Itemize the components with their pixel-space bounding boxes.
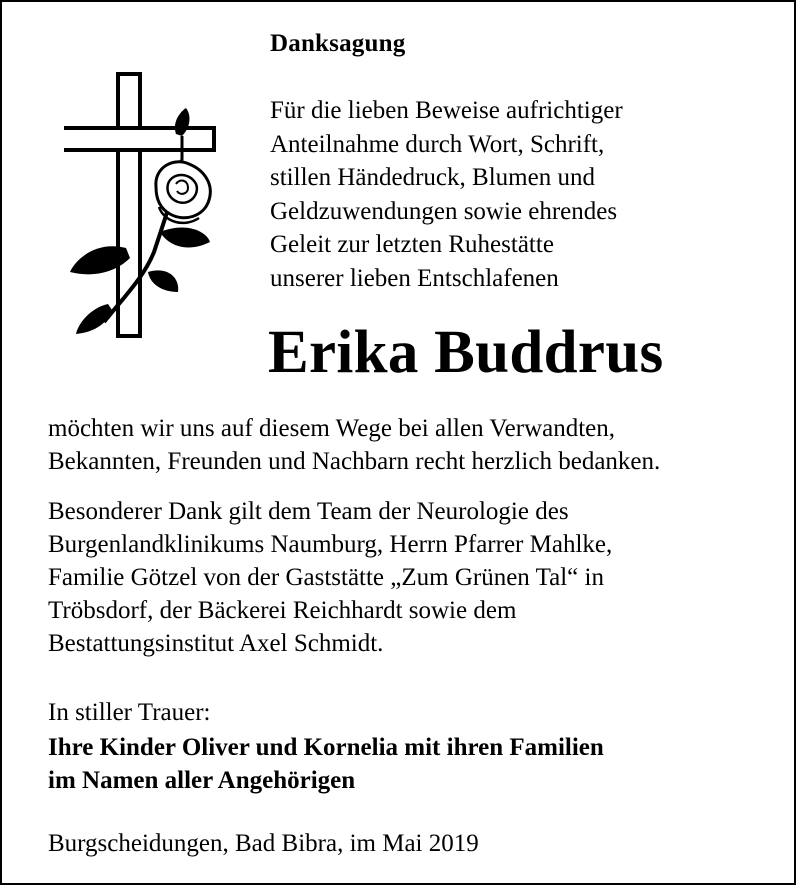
thanks-line: möchten wir uns auf diesem Wege bei allen Verwandten, — [48, 415, 616, 442]
special-thanks-line: Tröbsdorf, der Bäckerei Reichhardt sowie dem — [48, 597, 517, 624]
special-thanks-line: Besonderer Dank gilt dem Team der Neurologie des — [48, 498, 569, 525]
thanks-paragraph — [48, 412, 778, 478]
intro-line: Geldzuwendungen sowie ehrendes — [270, 197, 618, 225]
place-date: Burgscheidungen, Bad Bibra, im Mai 2019 — [48, 830, 479, 857]
special-thanks-line: Bestattungsinstitut Axel Schmidt. — [48, 630, 384, 657]
intro-line: stillen Händedruck, Blumen und — [270, 164, 595, 191]
special-thanks-paragraph — [48, 495, 778, 660]
intro-line: Für die lieben Beweise aufrichtiger — [270, 97, 623, 124]
intro-line: unserer lieben Entschlafenen — [270, 264, 559, 292]
intro-line: Anteilnahme durch Wort, Schrift, — [270, 130, 605, 158]
notice-title: Danksagung — [270, 30, 406, 57]
signature — [48, 731, 604, 797]
cross-with-rose-icon — [64, 72, 224, 342]
special-thanks-line: Burgenlandklinikums Naumburg, Herrn Pfarrer Mahlke, — [48, 531, 613, 558]
intro-text — [270, 94, 770, 295]
signature-line: Ihre Kinder Oliver und Kornelia mit ihren Familien — [48, 734, 604, 761]
thanks-line: Bekannten, Freunden und Nachbarn recht herzlich bedanken. — [48, 448, 661, 475]
intro-line: Geleit zur letzten Ruhestätte — [270, 231, 554, 258]
special-thanks-line: Familie Götzel von der Gaststätte „Zum Grünen Tal“ in — [48, 564, 604, 591]
grief-line: In stiller Trauer: — [48, 699, 211, 726]
signature-line: im Namen aller Angehörigen — [48, 767, 356, 794]
deceased-name: Erika Buddrus — [268, 319, 664, 386]
